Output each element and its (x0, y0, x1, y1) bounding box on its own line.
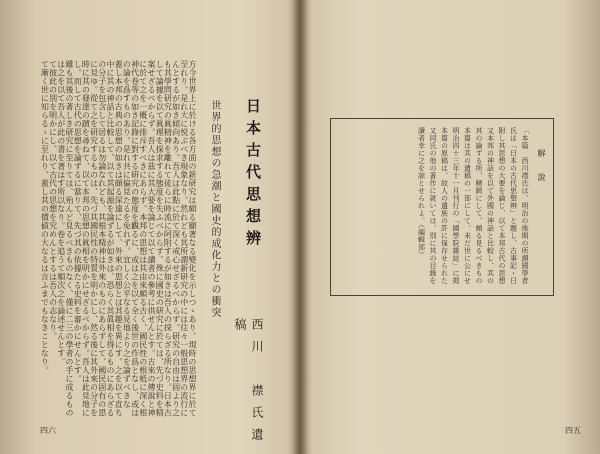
body-text-column: 中に其の神話と比較して、以て其起源を論ずるが如きは、恐らく其眞相を得るものにあらざる (106, 60, 115, 417)
body-text-column: して論據を以て眞理を探求する態度を失ふべからず。殊に國史の研究に於ては、先づ史料を精 (155, 60, 165, 417)
page-title: 日本古代思想辨 (244, 98, 262, 252)
book-gutter (292, 0, 308, 454)
body-text-column: 蓋し本邦の古典の思想の如きは頗る深遠にして、外來の思想とは其趣を異にす。之を以て直ち (114, 60, 124, 417)
body-text-column: 神代卷等の如き記錄に對する研究の態度を觀るに、或は之を以て全く後世の作爲となし、或は (130, 60, 140, 417)
author-name: 西川 襟氏遺稿 (233, 318, 264, 450)
commentary-title: 解 說 (537, 149, 546, 185)
commentary-text-column: 「本篇 西川襟氏は、明治の後期の所謂國學者 (521, 127, 529, 285)
body-text-column: に見ゆ。從て之を研究するものは、先づ其國民性の特質を明かにし、然る後に其外來の分子を (89, 60, 99, 417)
page-subtitle: 世界的思想の急潮と國史的成化力との衝突 (209, 100, 220, 319)
body-text-column: 案せざるべからず。吾人は茲に其大要を論じて以て讀者の參考に供せんとす。古來の傳說と神 (147, 60, 156, 417)
body-text-column: 至れり。是れ大に悦ぶべき現象なり。然れども其所謂新研究の中には往々一般思想界の流行に (179, 60, 189, 417)
body-text-column: 方今世界上に於ける各方面の新研究は頗る顯著なる變化を示しつゝあり。現時の思想界に於て (188, 60, 197, 417)
commentary-text-column: 明治四十三年十一月刊行の「國學院雜誌」に掲 (452, 127, 460, 285)
commentary-text-column: 本篇は其の遺稿の一部にして、未だ世に公にせ (463, 127, 472, 285)
commentary-box (330, 118, 554, 296)
body-text-column: の分子を包含して居るは勿論なれども、其根本精神は外來のものにあらずして、國民固有の思 (97, 60, 107, 417)
body-text-column: の論を爲すものあり。是れ共に偏見たるを免れず。宜しく公平なる見地より之を論ずべきな (122, 60, 132, 409)
commentary-text-column: 又本邦の神話を以て外國の神話と比較し、其の (486, 127, 495, 285)
body-text-column: 雖も其後の著しき研究に至りては、殆んど見るべきものなく、僅に二三の學者の手に成るもの (65, 60, 74, 417)
commentary-text-column: 其の論ずる所、精緻にして、頗る見るべきもの (475, 127, 483, 285)
left-page-number: 四六 (40, 426, 56, 435)
commentary-text-column: 讀者幸に之を諒とせられよ。（編輯部） (417, 127, 426, 259)
body-text-column: も其學問研究の眞精神を離れて徒らに時流に阿附するが如きは吾人の採らざる所なり。日本古 (163, 60, 173, 417)
body-text-column: 時に其の發達の蹟を尋ねて、以て本邦の思想の眞相を明かにせざるべからず。吾人は此見地に (81, 60, 91, 417)
commentary-text-column: 氏は「日本の古代思想辨」と題し、古事記・日 (509, 127, 518, 285)
body-text-column: て彼此の別を明かにし、以て古代の思想を究めんとするは吾人の志なり。 (48, 60, 58, 341)
body-text-column: に於て之を一概に排斥すべきにあらず。本邦の思想は其由來頗る古く、國民性の根柢に深く根 (138, 60, 148, 417)
body-text-column: て漸く世に知らるゝに至れり。蓋し其の價値の大なるは言ふまでもなきことなり。 (40, 60, 50, 375)
commentary-text-column: 附し其思想の大要を論じ、以て本邦古代の思想 (498, 127, 506, 285)
right-page-number: 四五 (565, 426, 581, 435)
body-text-column: は之を以て吾人が此の書を著はす所以なり。卷を追うて順次之を論述せんとす。 (56, 60, 66, 366)
body-text-column: し。而して古代の思想を論ずるに當りて、先づ其の依據たる史料を審かにせんとす。 (73, 60, 83, 383)
commentary-text-column: 本篇の原稿は、故人の遺族の許に保存せられた (440, 127, 449, 285)
body-text-column: んとするが如き傾向あり。吾人は此點に於て深く戒心せざるべからず。研究の自由は固より之 (171, 60, 181, 417)
commentary-text-column: 又同氏の他の著作に就いては、別に其の目錄を (429, 127, 437, 285)
